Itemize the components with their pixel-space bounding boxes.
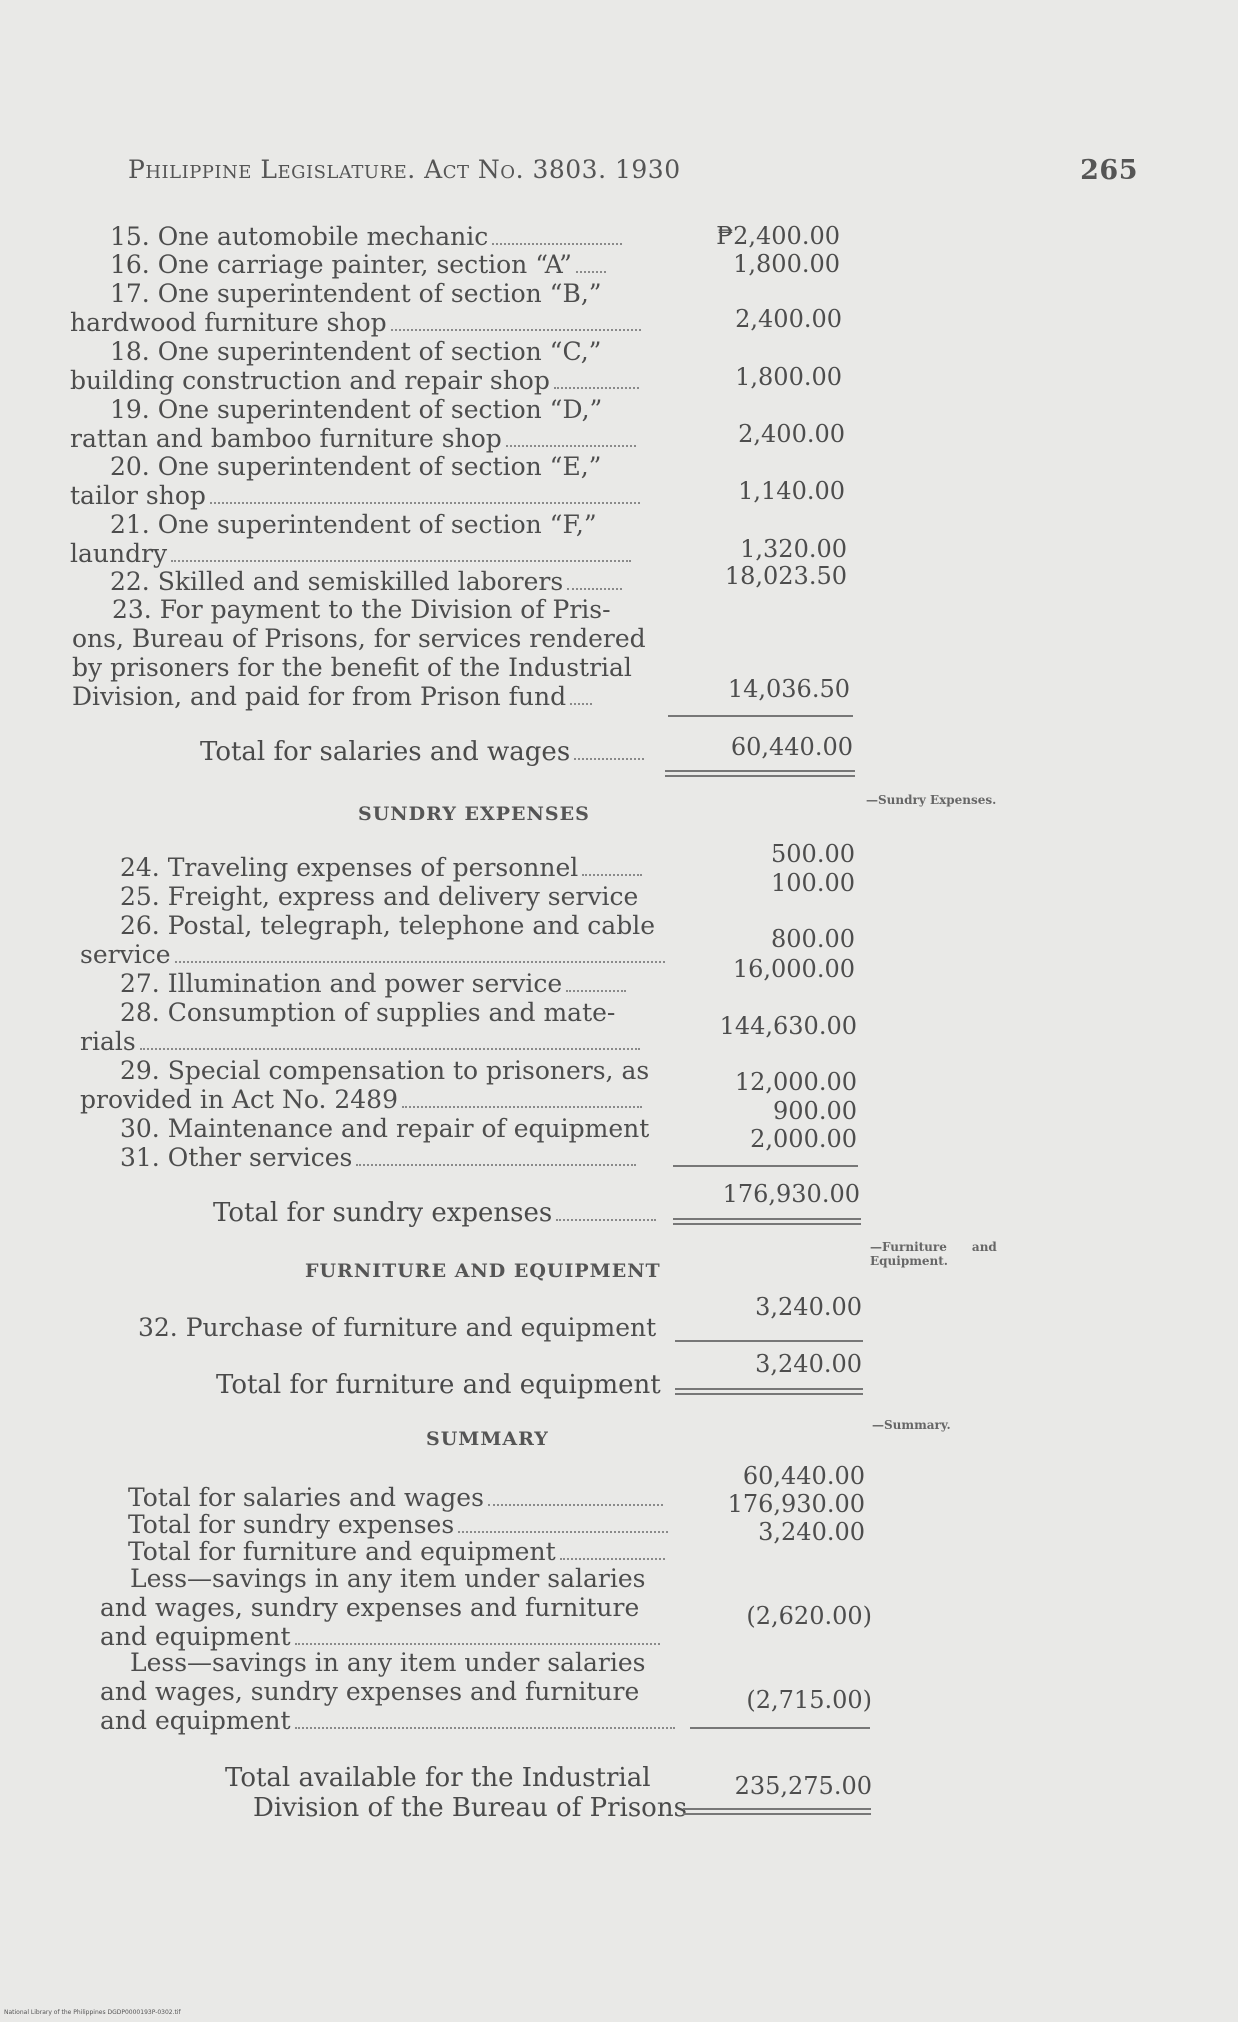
running-head: Philippine Legislature. Act No. 3803. 1930 — [128, 155, 681, 184]
summary-row: Total for furniture and equipment — [128, 1537, 665, 1566]
amount: 176,930.00 — [722, 1180, 860, 1208]
line-item: 16. One carriage painter, section “A” — [70, 250, 606, 279]
rule — [673, 1165, 858, 1167]
amount: 100.00 — [771, 869, 855, 897]
amount: 18,023.50 — [724, 562, 847, 590]
section-heading-summary: SUMMARY — [426, 1428, 549, 1450]
amount: 900.00 — [773, 1097, 857, 1125]
amount: 3,240.00 — [755, 1293, 862, 1321]
rule — [690, 1727, 870, 1729]
summary-row: Total for salaries and wages — [128, 1483, 663, 1512]
double-rule — [675, 1388, 863, 1395]
line-item: 15. One automobile mechanic — [70, 222, 622, 251]
line-item: 29. Special compensation to prisoners, as provided in Act No. 2489 — [80, 1056, 650, 1114]
double-rule — [673, 1218, 861, 1225]
double-rule — [683, 1808, 871, 1815]
line-item: 28. Consumption of supplies and mate- rials — [80, 998, 640, 1056]
line-item: 31. Other services — [80, 1143, 636, 1172]
line-item: 22. Skilled and semiskilled laborers — [70, 567, 622, 596]
amount: 16,000.00 — [732, 955, 855, 983]
amount: (2,715.00) — [746, 1686, 872, 1714]
line-item: 19. One superintendent of section “D,” rattan and bamboo furniture shop — [70, 395, 636, 453]
page-number: 265 — [1080, 155, 1138, 186]
line-item: 30. Maintenance and repair of equipment — [120, 1114, 650, 1143]
amount: (2,620.00) — [746, 1602, 872, 1630]
scan-footer: National Library of the Philippines DGDP0000193P-0302.tif — [4, 2009, 181, 2016]
amount: 2,400.00 — [738, 420, 845, 448]
amount: 235,275.00 — [734, 1772, 872, 1800]
double-rule — [665, 770, 855, 777]
amount: 1,140.00 — [738, 477, 845, 505]
amount: 12,000.00 — [734, 1068, 857, 1096]
amount: 1,800.00 — [735, 363, 842, 391]
amount: 1,320.00 — [740, 535, 847, 563]
amount: 3,240.00 — [755, 1350, 862, 1378]
amount: 3,240.00 — [758, 1518, 865, 1546]
amount: 144,630.00 — [719, 1012, 857, 1040]
summary-less-1: Less—savings in any item under salaries and wages, sundry expenses and furniture and equipment — [100, 1564, 660, 1651]
line-item: 17. One superintendent of section “B,” hardwood furniture shop — [70, 279, 641, 337]
amount: 2,000.00 — [750, 1125, 857, 1153]
line-item: 26. Postal, telegraph, telephone and cable service — [80, 911, 665, 969]
summary-row: Total for sundry expenses — [128, 1510, 668, 1539]
line-item-23: 23. For payment to the Division of Pris- ons, Bureau of Prisons, for services rendered by prisoners for the benefit of the Industrial Division, and paid for from Prison fund — [72, 595, 646, 711]
line-item: 18. One superintendent of section “C,” building construction and repair shop — [70, 337, 639, 395]
amount: 2,400.00 — [735, 305, 842, 333]
total-salaries: Total for salaries and wages — [200, 737, 644, 767]
total-sundry: Total for sundry expenses — [213, 1198, 656, 1228]
margin-note-sundry: —Sundry Expenses. — [866, 793, 997, 807]
rule — [668, 715, 853, 717]
amount: 800.00 — [771, 925, 855, 953]
section-heading-furniture: FURNITURE AND EQUIPMENT — [305, 1260, 661, 1282]
summary-less-2: Less—savings in any item under salaries and wages, sundry expenses and furniture and equipment — [100, 1648, 675, 1735]
total-available: Total available for the Industrial Division of the Bureau of Prisons — [225, 1763, 687, 1823]
line-item: 32. Purchase of furniture and equipment — [138, 1313, 657, 1342]
total-furniture: Total for furniture and equipment — [216, 1370, 661, 1400]
margin-note-furniture: —Furniture and Equipment. — [870, 1240, 997, 1268]
amount: 500.00 — [771, 840, 855, 868]
line-item: 21. One superintendent of section “F,” laundry — [70, 510, 631, 568]
line-item: 24. Traveling expenses of personnel — [80, 853, 642, 882]
amount: 60,440.00 — [742, 1462, 865, 1490]
line-item: 25. Freight, express and delivery service — [120, 882, 639, 911]
line-item: 27. Illumination and power service — [80, 969, 626, 998]
amount: 60,440.00 — [730, 733, 853, 761]
amount: ₱2,400.00 — [716, 222, 840, 250]
amount: 176,930.00 — [727, 1490, 865, 1518]
section-heading-sundry: SUNDRY EXPENSES — [358, 803, 590, 825]
amount: 14,036.50 — [727, 675, 850, 703]
margin-note-summary: —Summary. — [872, 1418, 951, 1432]
line-item: 20. One superintendent of section “E,” tailor shop — [70, 452, 640, 510]
amount: 1,800.00 — [733, 250, 840, 278]
page-header — [128, 155, 1138, 195]
rule — [675, 1340, 863, 1342]
